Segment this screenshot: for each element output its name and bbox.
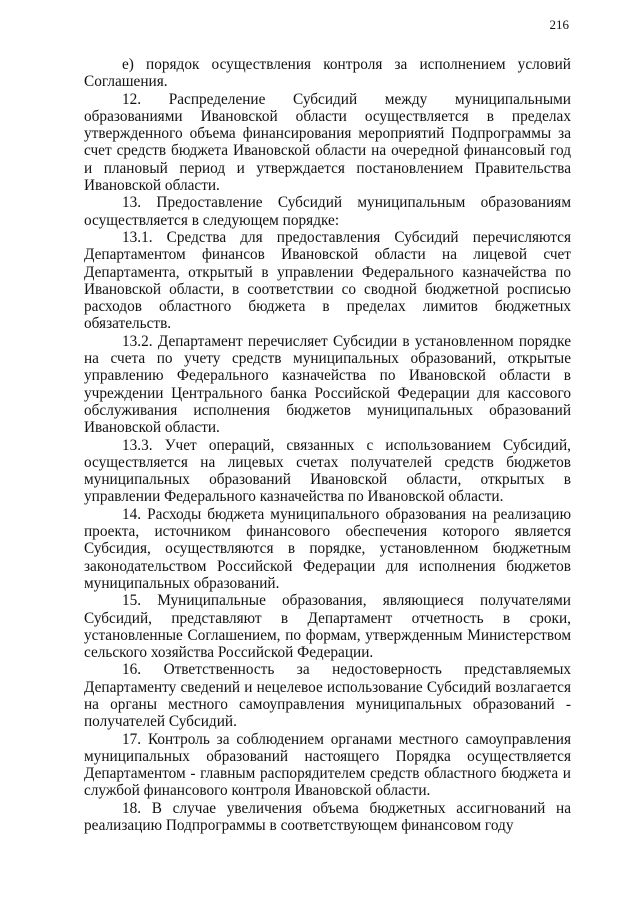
document-body	[84, 56, 571, 834]
paragraph-17-control: 17. Контроль за соблюдением органами местного самоуправления муниципальных образований настоящего Порядка осуществляется Департаментом - главным распорядителем средств областного бюджета и службой финансового контроля Ивановской области.	[84, 730, 571, 800]
paragraph-12-distribution: 12. Распределение Субсидий между муниципальными образованиями Ивановской области осуществляется в пределах утвержденного объема финансирования мероприятий Подпрограммы за счет средств бюджета Ивановской области на очередной финансовый год и плановый период и утверждается постановлением Правительства Ивановской области.	[84, 90, 571, 195]
page-number: 216	[549, 17, 569, 32]
paragraph-13-1-funds-transfer: 13.1. Средства для предоставления Субсидий перечисляются Департаментом финансов Ивановской области на лицевой счет Департамента, открытый в управлении Федерального казначейства по Ивановской области, в соответствии со сводной бюджетной росписью расходов областного бюджета в пределах лимитов бюджетных обязательств.	[84, 228, 571, 333]
paragraph-13-3-accounting: 13.3. Учет операций, связанных с использованием Субсидий, осуществляется на лицевых счетах получателей средств бюджетов муниципальных образований Ивановской области, открытых в управлении Федерального казначейства по Ивановской области.	[84, 436, 571, 506]
paragraph-16-responsibility: 16. Ответственность за недостоверность представляемых Департаменту сведений и нецелевое использование Субсидий возлагается на органы местного самоуправления муниципальных образований - получателей Субсидий.	[84, 661, 571, 731]
paragraph-14-expenses: 14. Расходы бюджета муниципального образования на реализацию проекта, источником финансового обеспечения которого является Субсидия, осуществляются в порядке, установленном бюджетным законодательством Российской Федерации для исполнения бюджетов муниципальных образований.	[84, 505, 571, 592]
paragraph-e-agreement-control: е) порядок осуществления контроля за исполнением условий Соглашения.	[84, 56, 571, 91]
paragraph-18-budget-increase: 18. В случае увеличения объема бюджетных ассигнований на реализацию Подпрограммы в соответствующем финансовом году	[84, 799, 571, 835]
paragraph-13-2-department-transfer: 13.2. Департамент перечисляет Субсидии в установленном порядке на счета по учету средств муниципальных образований, открытые управлению Федерального казначейства по Ивановской области в учреждении Центрального банка Российской Федерации для кассового обслуживания исполнения бюджетов муниципальных образований Ивановской области.	[84, 332, 571, 437]
paragraph-13-provision-order: 13. Предоставление Субсидий муниципальным образованиям осуществляется в следующем порядке:	[84, 194, 571, 229]
paragraph-15-reporting: 15. Муниципальные образования, являющиеся получателями Субсидий, представляют в Департамент отчетность в сроки, установленные Соглашением, по формам, утвержденным Министерством сельского хозяйства Российской Федерации.	[84, 592, 571, 662]
